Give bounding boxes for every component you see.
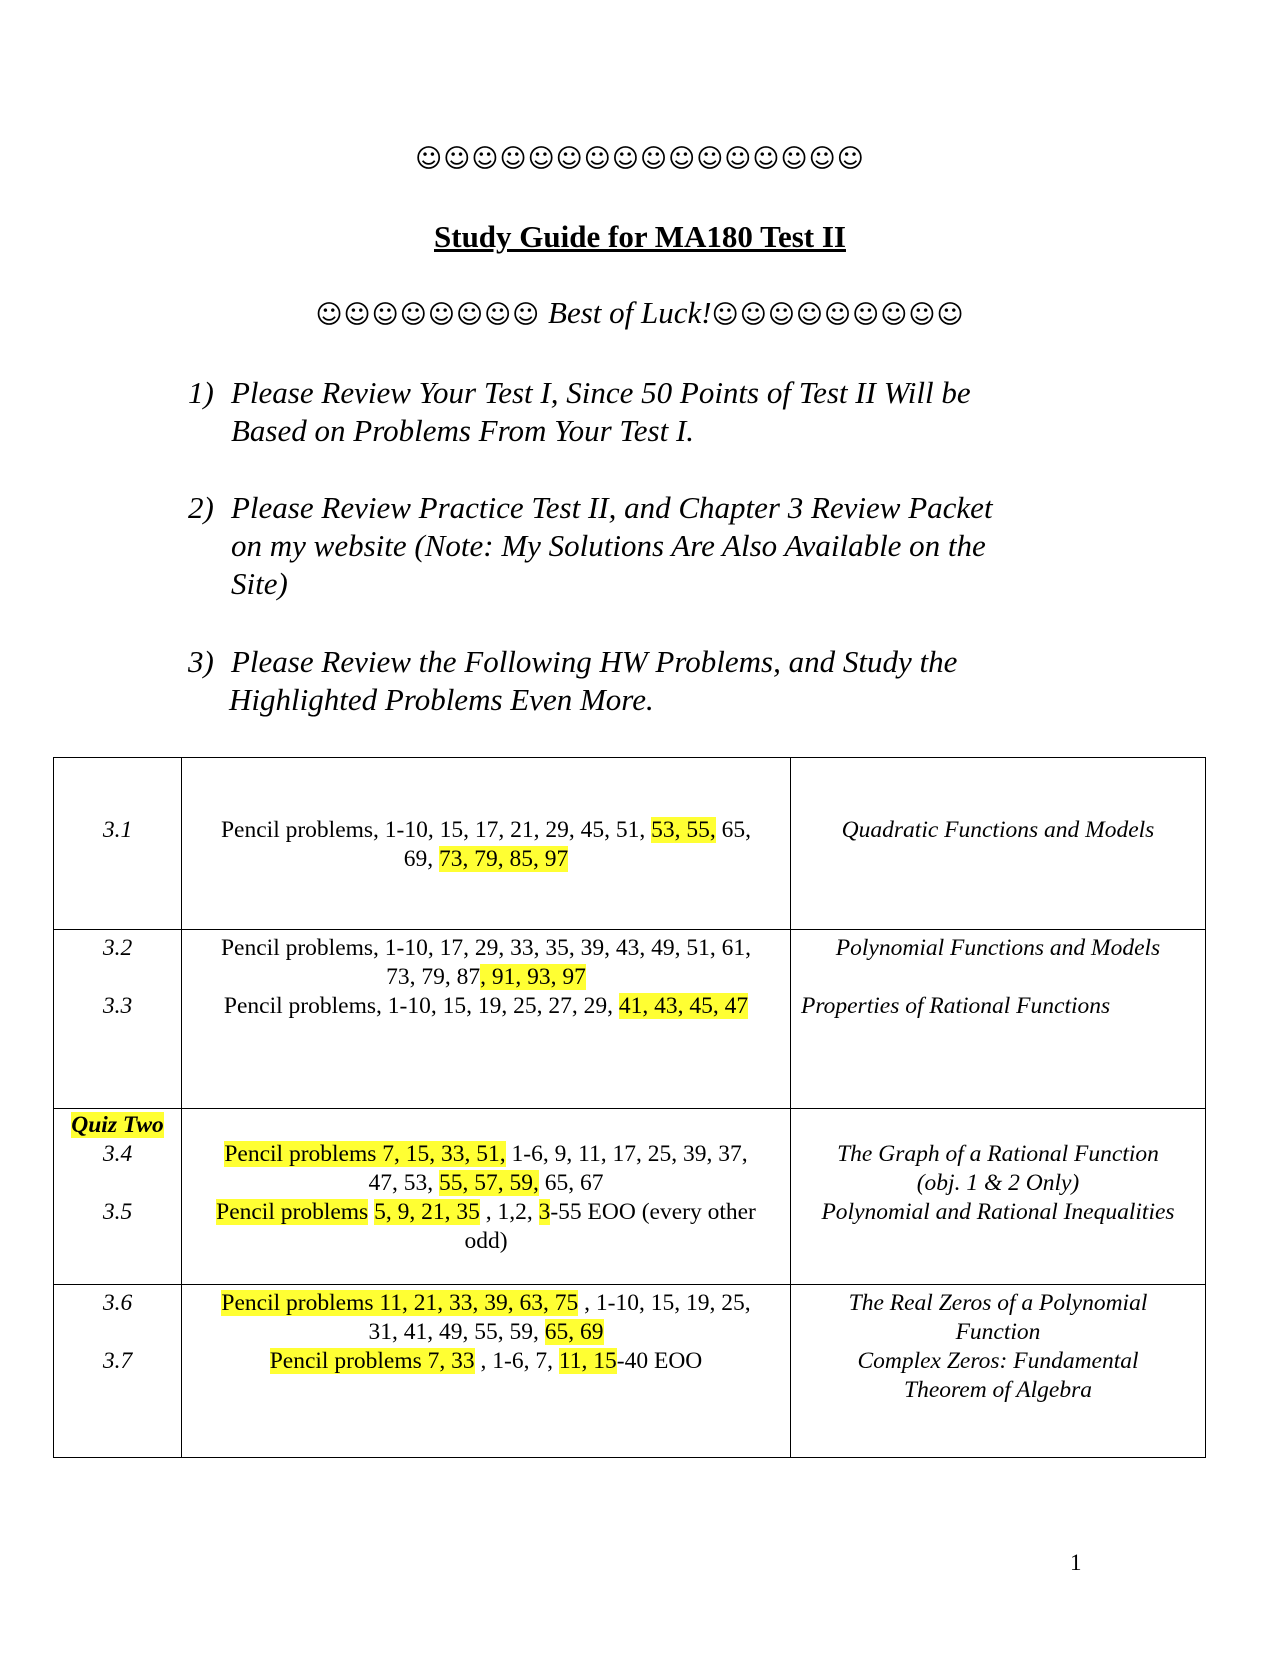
topic-text: Properties of Rational Functions bbox=[801, 993, 1111, 1019]
highlighted-problems: 41, 43, 45, 47 bbox=[618, 993, 749, 1019]
section-cell bbox=[54, 1285, 182, 1458]
topic-text: (obj. 1 & 2 Only) bbox=[916, 1170, 1080, 1196]
list-item-2 bbox=[188, 489, 1088, 603]
table-row bbox=[54, 1109, 1206, 1285]
problems-text: 47, 53, bbox=[368, 1170, 439, 1196]
table-row bbox=[54, 1285, 1206, 1458]
problems-text: 65, 67 bbox=[538, 1170, 604, 1196]
list-item-line: Highlighted Problems Even More. bbox=[229, 682, 654, 717]
highlighted-problems: Pencil problems 7, 33 bbox=[269, 1348, 475, 1374]
list-item-line: Based on Problems From Your Test I. bbox=[231, 413, 695, 448]
problems-cell bbox=[182, 758, 791, 930]
luck-left-smileys: ☺☺☺☺☺☺☺☺ bbox=[315, 300, 541, 330]
section-number: 3.2 bbox=[102, 935, 133, 961]
problems-text: 69, bbox=[403, 846, 439, 872]
section-cell bbox=[54, 1109, 182, 1285]
section-number: 3.5 bbox=[102, 1199, 133, 1225]
topic-text: The Real Zeros of a Polynomial bbox=[848, 1290, 1148, 1316]
problems-text: 31, 41, 49, 55, 59, bbox=[368, 1319, 545, 1345]
topic-cell bbox=[791, 758, 1206, 930]
section-number: 3.3 bbox=[102, 993, 133, 1019]
problems-text: Pencil problems, 1-10, 17, 29, 33, 35, 39, 43, 49, 51, 61, bbox=[220, 935, 752, 961]
problems-cell bbox=[182, 930, 791, 1109]
smiley-row: ☺☺☺☺☺☺☺☺☺☺☺☺☺☺☺☺ bbox=[415, 144, 865, 174]
highlighted-problems: 5, 9, 21, 35 bbox=[374, 1199, 480, 1225]
topic-text: Function bbox=[955, 1319, 1041, 1345]
section-number: 3.4 bbox=[102, 1141, 133, 1167]
problems-text: 65, bbox=[715, 817, 752, 843]
topic-cell bbox=[791, 1109, 1206, 1285]
list-item-line: Please Review Practice Test II, and Chapter 3 Review Packet bbox=[231, 490, 993, 525]
problems-cell bbox=[182, 1285, 791, 1458]
page-number: 1 bbox=[1070, 1550, 1082, 1575]
topic-cell bbox=[791, 930, 1206, 1109]
best-of-luck-line bbox=[0, 294, 1280, 334]
highlighted-problems: 65, 69 bbox=[544, 1319, 604, 1345]
list-item-line: on my website (Note: My Solutions Are Also Available on the bbox=[231, 528, 986, 563]
topic-text: Theorem of Algebra bbox=[904, 1377, 1092, 1403]
problems-text: Pencil problems, 1-10, 15, 17, 21, 29, 45, 51, bbox=[220, 817, 652, 843]
list-item-line: Please Review the Following HW Problems, and Study the bbox=[231, 644, 958, 679]
list-item-number: 1) bbox=[188, 375, 214, 410]
problems-text: -40 EOO bbox=[616, 1348, 703, 1374]
highlighted-problems: Pencil problems bbox=[216, 1199, 369, 1225]
quiz-label: Quiz Two bbox=[71, 1112, 164, 1138]
problems-text: , 1-6, 7, bbox=[474, 1348, 559, 1374]
problems-cell bbox=[182, 1109, 791, 1285]
problems-text: odd) bbox=[464, 1228, 508, 1254]
highlighted-problems: Pencil problems 11, 21, 33, 39, 63, 75 bbox=[221, 1290, 579, 1316]
section-number: 3.6 bbox=[102, 1290, 133, 1316]
highlighted-problems: , 91, 93, 97 bbox=[480, 964, 586, 990]
problems-text: , 1-10, 15, 19, 25, bbox=[578, 1290, 751, 1316]
topic-text: Complex Zeros: Fundamental bbox=[857, 1348, 1139, 1374]
topic-cell bbox=[791, 1285, 1206, 1458]
highlighted-problems: 55, 57, 59, bbox=[439, 1170, 539, 1196]
topic-text: Quadratic Functions and Models bbox=[841, 817, 1155, 843]
problems-text: 73, 79, 87 bbox=[386, 964, 481, 990]
section-number: 3.1 bbox=[102, 817, 133, 843]
highlighted-problems: 73, 79, 85, 97 bbox=[439, 846, 569, 872]
list-item-3 bbox=[188, 643, 1088, 719]
problems-text: 1-6, 9, 11, 17, 25, 39, 37, bbox=[505, 1141, 748, 1167]
luck-right-smileys: ☺☺☺☺☺☺☺☺☺ bbox=[711, 300, 965, 330]
table-row bbox=[54, 930, 1206, 1109]
topic-text: Polynomial Functions and Models bbox=[835, 935, 1161, 961]
luck-text: Best of Luck! bbox=[540, 295, 712, 330]
list-item-number: 2) bbox=[188, 490, 214, 525]
list-item-line: Site) bbox=[231, 566, 288, 601]
page-title bbox=[0, 218, 1280, 256]
list-item-number: 3) bbox=[188, 644, 214, 679]
list-item-1 bbox=[188, 374, 1088, 450]
section-cell bbox=[54, 758, 182, 930]
homework-table bbox=[53, 757, 1206, 1458]
topic-text: Polynomial and Rational Inequalities bbox=[821, 1199, 1175, 1225]
problems-text: -55 EOO (every other bbox=[550, 1199, 756, 1225]
problems-text: Pencil problems, 1-10, 15, 19, 25, 27, 29, bbox=[223, 993, 619, 1019]
topic-text: The Graph of a Rational Function bbox=[837, 1141, 1159, 1167]
table-row bbox=[54, 758, 1206, 930]
highlighted-problems: 3 bbox=[538, 1199, 551, 1225]
section-cell bbox=[54, 930, 182, 1109]
problems-text: , 1,2, bbox=[479, 1199, 539, 1225]
highlighted-problems: Pencil problems 7, 15, 33, 51, bbox=[224, 1141, 506, 1167]
title-text: Study Guide for MA180 Test II bbox=[434, 219, 846, 254]
section-number: 3.7 bbox=[102, 1348, 133, 1374]
list-item-line: Please Review Your Test I, Since 50 Points of Test II Will be bbox=[231, 375, 971, 410]
highlighted-problems: 11, 15 bbox=[558, 1348, 617, 1374]
highlighted-problems: 53, 55, bbox=[651, 817, 716, 843]
